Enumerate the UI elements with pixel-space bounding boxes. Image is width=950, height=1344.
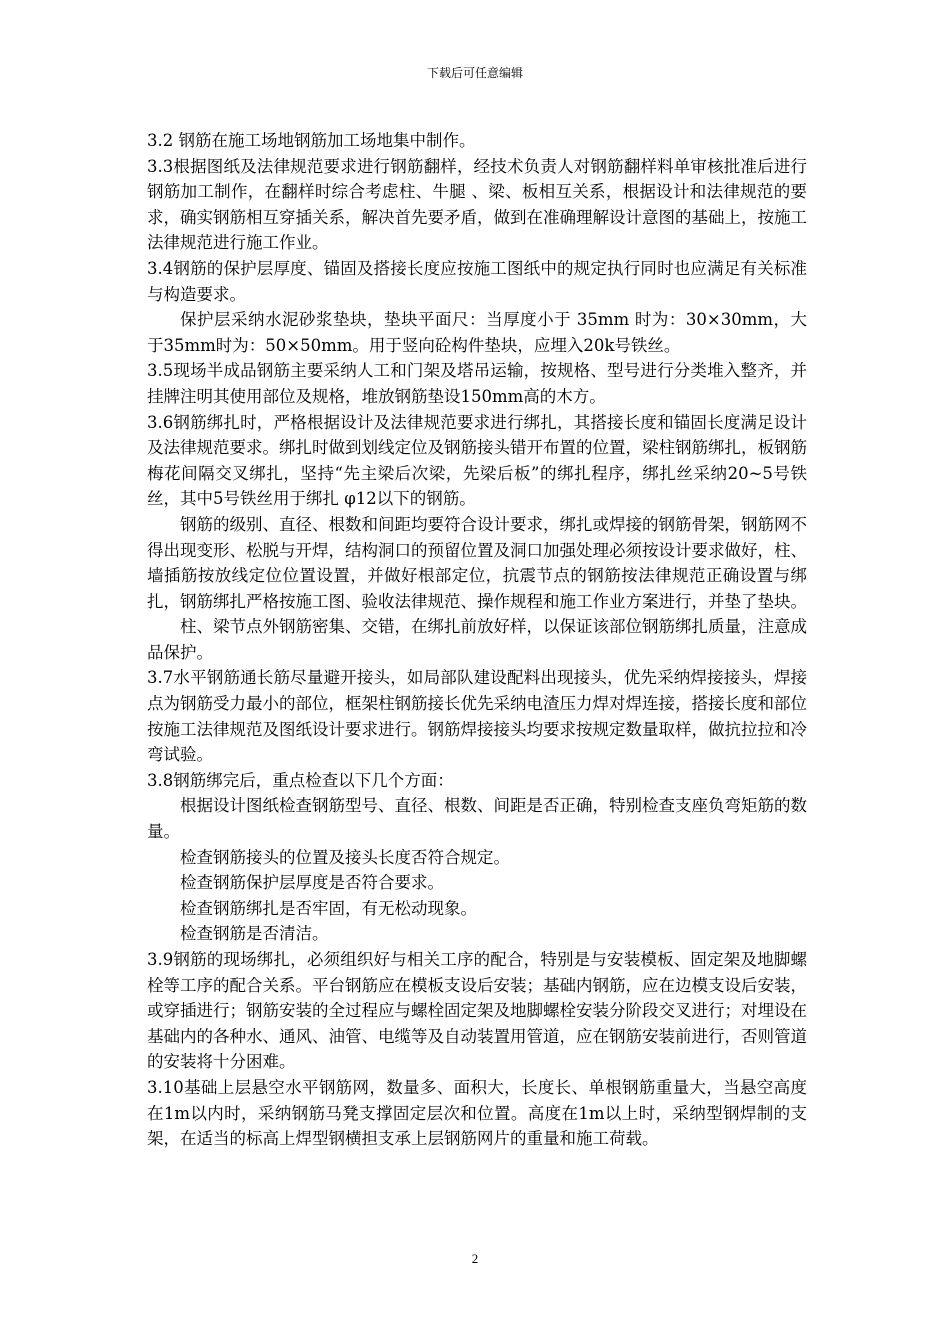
paragraph-protective-layer: 保护层采纳水泥砂浆垫块，垫块平面尺：当厚度小于 35mm 时为：30×30mm，大于35mm时为：50×50mm。用于竖向砼构件垫块，应埋入20k号铁丝。 — [147, 310, 807, 355]
check-item-5: 检查钢筋是否清洁。 — [180, 924, 329, 944]
paragraph-3-3: 3.3根据图纸及法律规范要求进行钢筋翻样，经技术负责人对钢筋翻样料单审核批准后进行钢筋加工制作，在翻样时综合考虑柱、牛腿 、梁、板相互关系，根据设计和法律规范的要求，确实钢筋相互穿插关系，解决首先要矛盾，做到在准确理解设计意图的基础上，按施工法律规范进行施工作业。 — [147, 156, 807, 253]
paragraph-3-2: 3.2 钢筋在施工场地钢筋加工场地集中制作。 — [147, 131, 476, 150]
paragraph-3-9: 3.9钢筋的现场绑扎，必须组织好与相关工序的配合，特别是与安装模板、固定架及地脚螺栓等工序的配合关系。平台钢筋应在模板支设后安装；基础内钢筋，应在边模支设后安装，或穿插进行；钢筋安装的全过程应与螺栓固定架及地脚螺栓安装分阶段交叉进行；对埋设在基础内的各种水、通风、油管、电缆等及自动装置用管道，应在钢筋安装前进行，否则管道的安装将十分困难。 — [147, 950, 807, 1072]
paragraph-3-4: 3.4钢筋的保护层厚度、锚固及搭接长度应按施工图纸中的规定执行同时也应满足有关标准与构造要求。 — [147, 258, 807, 304]
page-header: 下载后可任意编辑 — [426, 66, 523, 80]
check-item-3: 检查钢筋保护层厚度是否符合要求。 — [180, 873, 444, 893]
paragraph-3-10: 3.10基础上层悬空水平钢筋网，数量多、面积大，长度长、单根钢筋重量大，当悬空高度在1m以内时，采纳钢筋马凳支撑固定层次和位置。高度在1m以上时，采纳型钢焊制的支架，在适当的标高上焊型钢横担支承上层钢筋网片的重量和施工荷载。 — [147, 1077, 807, 1149]
check-item-4: 检查钢筋绑扎是否牢固，有无松动现象。 — [180, 898, 477, 918]
paragraph-column-beam-node: 柱、梁节点外钢筋密集、交错，在绑扎前放好样，以保证该部位钢筋绑扎质量，注意成品保护。 — [147, 617, 807, 662]
page-number: 2 — [471, 1251, 479, 1266]
paragraph-3-8: 3.8钢筋绑完后，重点检查以下几个方面： — [147, 770, 454, 790]
check-item-2: 检查钢筋接头的位置及接头长度否符合规定。 — [180, 847, 510, 867]
check-item-1: 根据设计图纸检查钢筋型号、直径、根数、间距是否正确，特别检查支座负弯矩筋的数量。 — [147, 796, 807, 842]
paragraph-rebar-grade: 钢筋的级别、直径、根数和间距均要符合设计要求，绑扎或焊接的钢筋骨架，钢筋网不得出现变形、松脱与开焊，结构洞口的预留位置及洞口加强处理必须按设计要求做好，柱、墙插筋按放线定位位置设置，并做好根部定位，抗震节点的钢筋按法律规范正确设置与绑扎，钢筋绑扎严格按施工图、验收法律规范、操作规程和施工作业方案进行，并垫了垫块。 — [147, 514, 807, 611]
document-body — [147, 128, 807, 1152]
paragraph-3-7: 3.7水平钢筋通长筋尽量避开接头，如局部队建设配料出现接头，优先采纳焊接接头，焊接点为钢筋受力最小的部位，框架柱钢筋接长优先采纳电渣压力焊对焊连接，搭接长度和部位按施工法律规范及图纸设计要求进行。钢筋焊接接头均要求按规定数量取样，做抗拉拉和冷弯试验。 — [147, 668, 807, 765]
paragraph-3-5: 3.5现场半成品钢筋主要采纳人工和门架及塔吊运输，按规格、型号进行分类堆入整齐，并挂牌注明其使用部位及规格，堆放钢筋垫设150mm高的木方。 — [147, 361, 807, 406]
paragraph-3-6: 3.6钢筋绑扎时，严格根据设计及法律规范要求进行绑扎，其搭接长度和锚固长度满足设计及法律规范要求。绑扎时做到划线定位及钢筋接头错开布置的位置，梁柱钢筋绑扎，板钢筋梅花间隔交叉绑扎，坚持“先主梁后次梁，先梁后板”的绑扎程序，绑扎丝采纳20~5号铁丝，其中5号铁丝用于绑扎 φ12以下的钢筋。 — [147, 412, 807, 509]
